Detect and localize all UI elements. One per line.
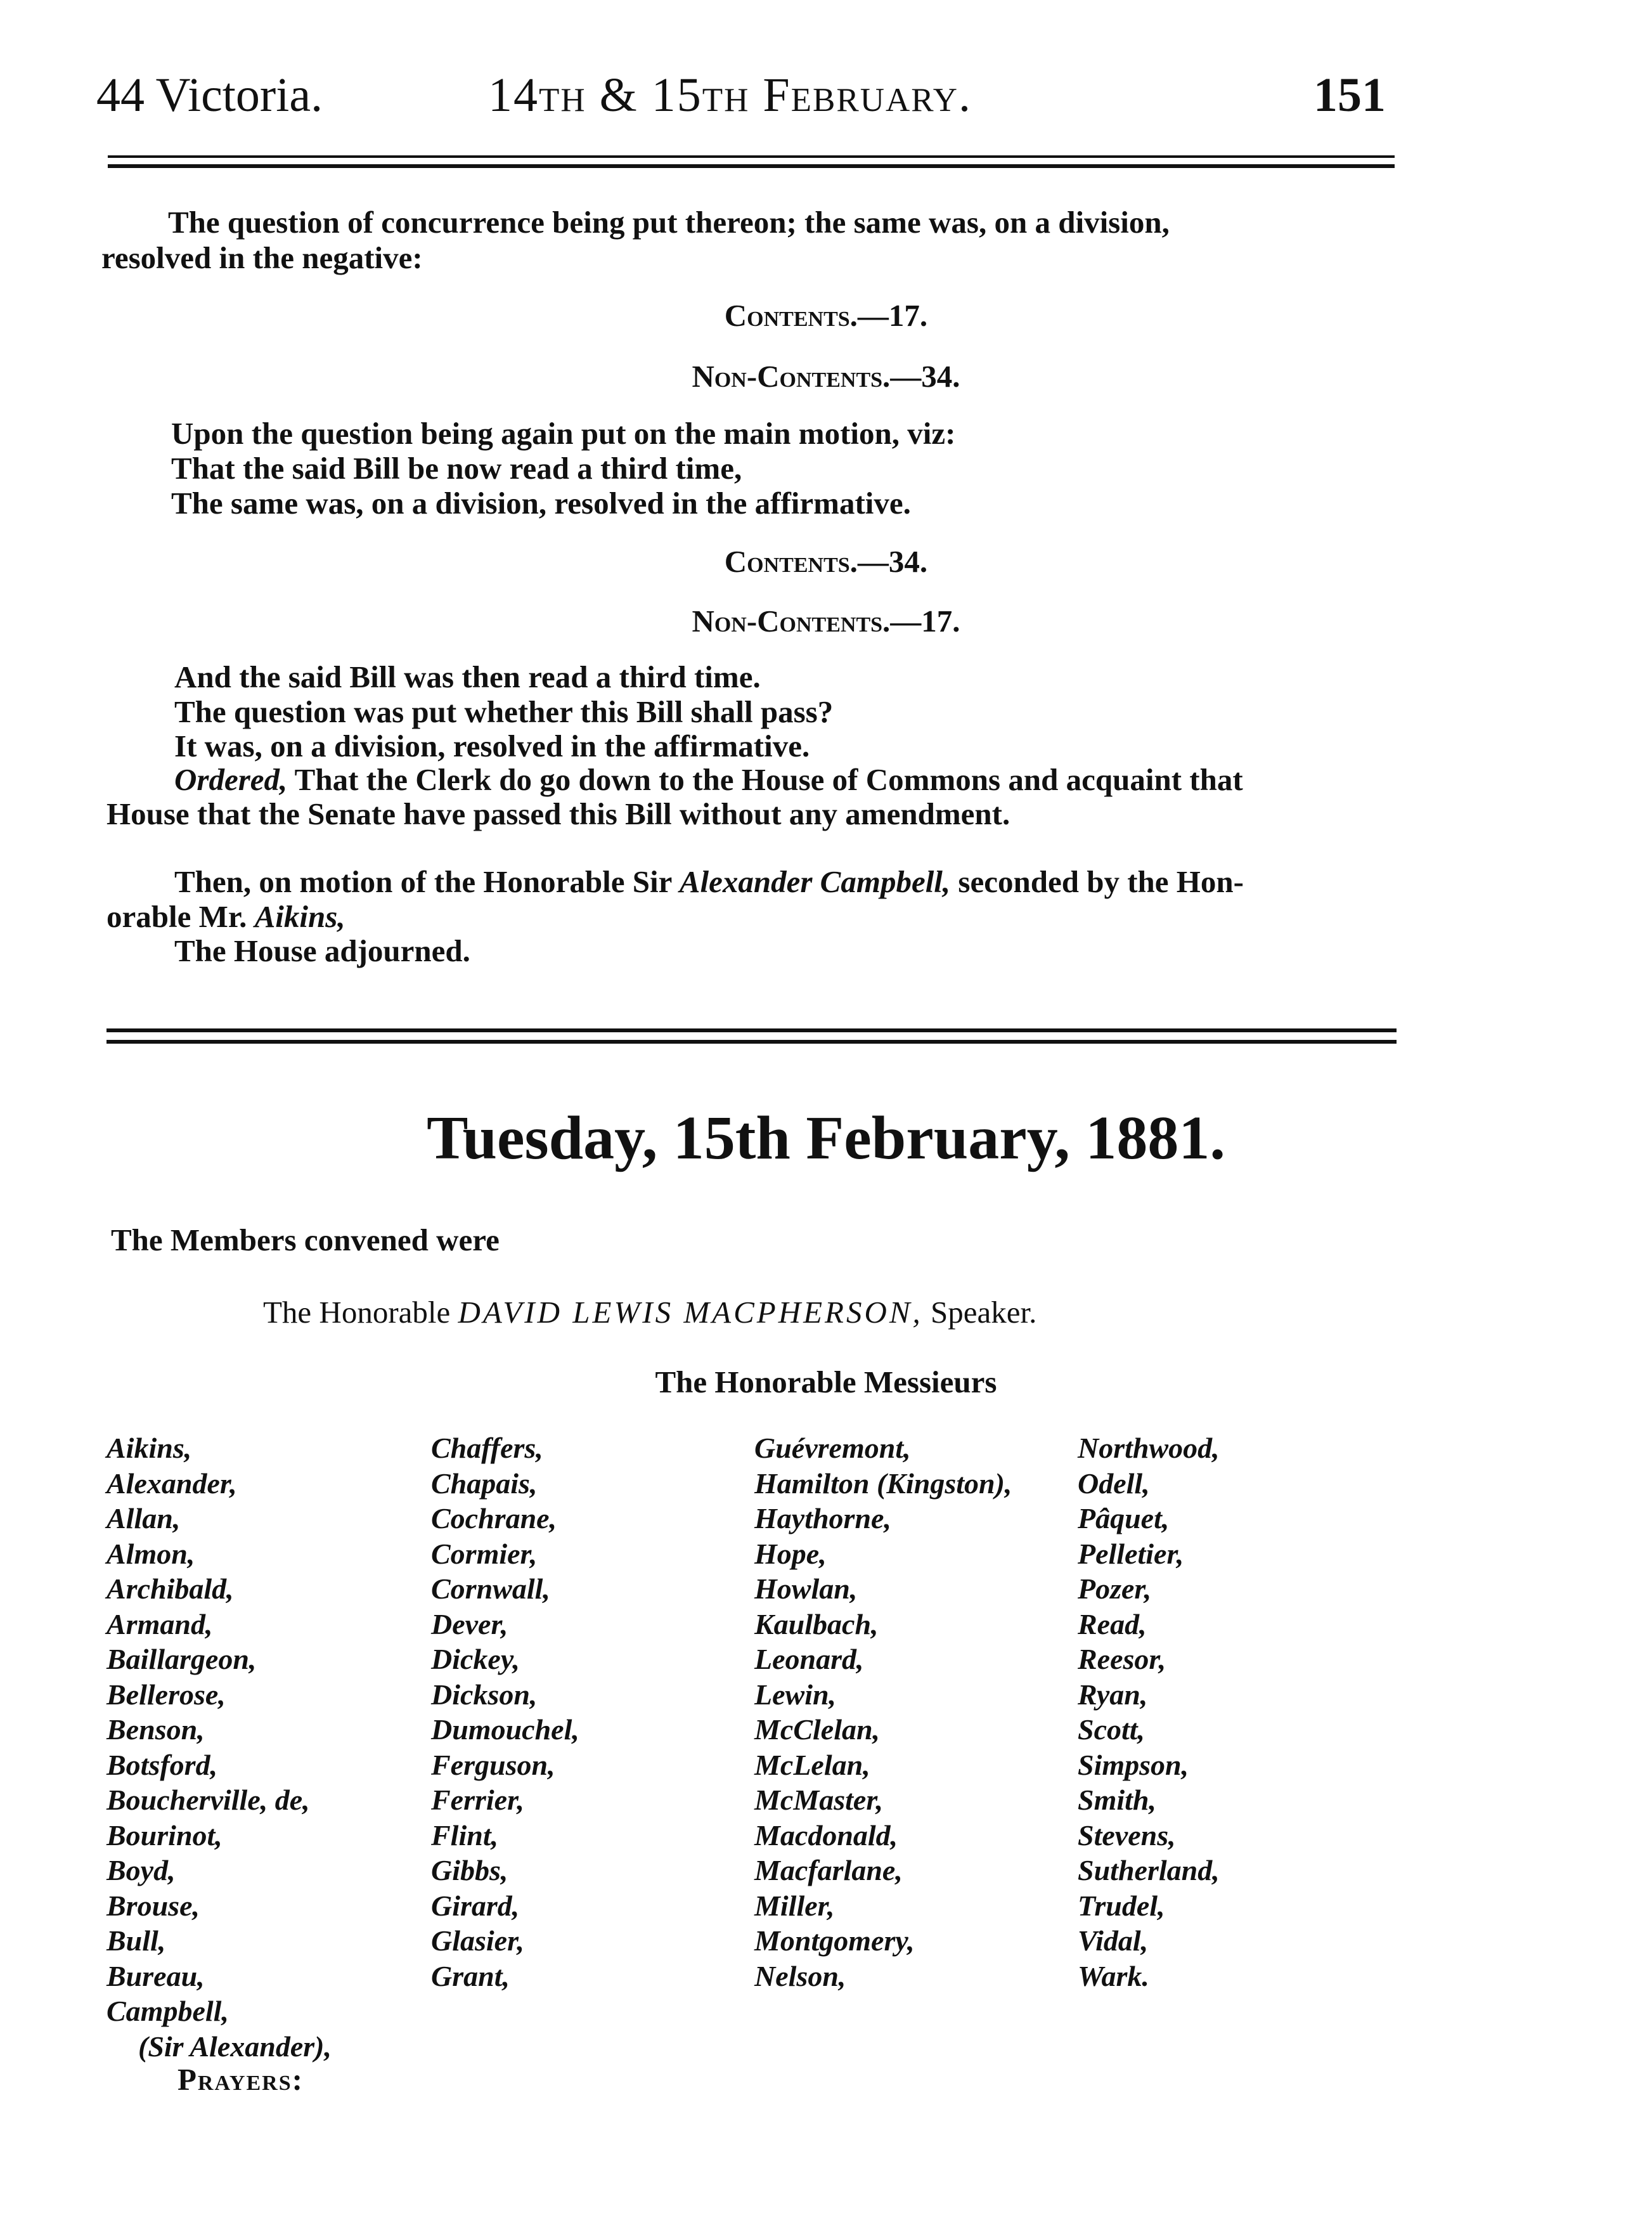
member-name: Macfarlane, xyxy=(754,1854,903,1886)
member-name: Chaffers, xyxy=(431,1432,543,1464)
paragraph-line: House that the Senate have passed this Bill without any amendment. xyxy=(106,796,1010,831)
running-head-date xyxy=(488,68,972,122)
member-name: Wark. xyxy=(1078,1959,1149,1992)
member-name: Trudel, xyxy=(1078,1889,1165,1922)
members-column-4 xyxy=(1078,1430,1220,1994)
member-name: Boucherville, de, xyxy=(106,1784,310,1816)
prayers-heading: Prayers: xyxy=(177,2062,304,2097)
member-name: Smith, xyxy=(1078,1784,1157,1816)
ordered-word: Ordered, xyxy=(174,762,288,797)
member-name: Flint, xyxy=(431,1819,499,1851)
member-name: Glasier, xyxy=(431,1924,524,1957)
sitting-title: Tuesday, 15th February, 1881. xyxy=(427,1104,1225,1172)
paragraph-line: The question of concurrence being put thereon; the same was, on a division, xyxy=(168,205,1170,240)
member-name: Pelletier, xyxy=(1078,1537,1184,1570)
ordered-text: That the Clerk do go down to the House of Commons and acquaint that xyxy=(287,762,1243,797)
member-name: Miller, xyxy=(754,1889,835,1922)
mover-name: Alexander Campbell, xyxy=(679,864,951,899)
division-non-contents: Non-Contents.—17. xyxy=(692,604,960,639)
member-name: Archibald, xyxy=(106,1572,234,1605)
speaker-name: DAVID LEWIS MACPHERSON, xyxy=(458,1295,923,1330)
members-column-1 xyxy=(106,1430,332,2064)
seconder-name: Aikins, xyxy=(254,899,345,934)
running-head-left: 44 Victoria. xyxy=(96,68,323,122)
member-name: Pâquet, xyxy=(1078,1502,1170,1534)
section-double-rule xyxy=(106,1028,1397,1044)
member-name: Macdonald, xyxy=(754,1819,898,1851)
member-name: Alexander, xyxy=(106,1467,237,1500)
member-name: Simpson, xyxy=(1078,1748,1189,1781)
member-name: Campbell, xyxy=(106,1995,229,2027)
convened-line: The Members convened were xyxy=(111,1222,500,1257)
member-name: Dickson, xyxy=(431,1678,538,1711)
member-name: Stevens, xyxy=(1078,1819,1176,1851)
member-name: Cornwall, xyxy=(431,1572,550,1605)
paragraph-line: The same was, on a division, resolved in the affirmative. xyxy=(171,486,911,521)
member-name: Lewin, xyxy=(754,1678,837,1711)
member-name: Chapais, xyxy=(431,1467,538,1500)
member-name: McLelan, xyxy=(754,1748,870,1781)
paragraph-line: The House adjourned. xyxy=(174,933,470,968)
member-name: Botsford, xyxy=(106,1748,218,1781)
adjourn-line xyxy=(174,864,1244,900)
member-name: Almon, xyxy=(106,1537,195,1570)
member-name: Read, xyxy=(1078,1607,1147,1640)
division-contents: Contents.—34. xyxy=(724,544,928,579)
member-name: Dever, xyxy=(431,1607,508,1640)
member-name: Leonard, xyxy=(754,1643,864,1675)
member-name: Ferrier, xyxy=(431,1784,524,1816)
adjourn-line xyxy=(106,899,345,935)
header-double-rule xyxy=(108,155,1395,168)
member-name: Reesor, xyxy=(1078,1643,1166,1675)
ordered-line xyxy=(174,762,1243,798)
member-name: Cormier, xyxy=(431,1537,538,1570)
paragraph-line: It was, on a division, resolved in the affirmative. xyxy=(174,729,810,763)
member-name: Aikins, xyxy=(106,1432,192,1464)
member-name: Montgomery, xyxy=(754,1924,915,1957)
paragraph-line: And the said Bill was then read a third time. xyxy=(174,659,761,694)
member-name: Ferguson, xyxy=(431,1748,555,1781)
member-name: Vidal, xyxy=(1078,1924,1149,1957)
member-name: Odell, xyxy=(1078,1467,1150,1500)
division-non-contents: Non-Contents.—34. xyxy=(692,359,960,394)
member-name: Hamilton (Kingston), xyxy=(754,1467,1012,1500)
speaker-prefix: The Honorable xyxy=(263,1295,458,1330)
division-contents: Contents.—17. xyxy=(724,298,928,333)
member-name: Northwood, xyxy=(1078,1432,1220,1464)
adjourn-text: Then, on motion of the Honorable Sir xyxy=(174,864,680,899)
member-name: Bull, xyxy=(106,1924,166,1957)
paragraph-line: Upon the question being again put on the main motion, viz: xyxy=(171,416,956,451)
member-name: McMaster, xyxy=(754,1784,884,1816)
member-name: Brouse, xyxy=(106,1889,200,1922)
running-head-date-text: 14th & 15th February. xyxy=(488,68,972,122)
speaker-suffix: Speaker. xyxy=(922,1295,1037,1330)
member-name: Ryan, xyxy=(1078,1678,1148,1711)
paragraph-line: resolved in the negative: xyxy=(101,240,423,275)
member-name: Hope, xyxy=(754,1537,827,1570)
page-number: 151 xyxy=(1313,68,1386,122)
member-name: Haythorne, xyxy=(754,1502,891,1534)
member-name: McClelan, xyxy=(754,1713,881,1746)
member-name: (Sir Alexander), xyxy=(138,2030,332,2063)
member-name: Grant, xyxy=(431,1959,510,1992)
members-column-2 xyxy=(431,1430,579,1994)
member-name: Benson, xyxy=(106,1713,205,1746)
member-name: Bellerose, xyxy=(106,1678,226,1711)
member-name: Baillargeon, xyxy=(106,1643,257,1675)
adjourn-text: seconded by the Hon- xyxy=(950,864,1244,899)
speaker-line xyxy=(263,1295,1036,1330)
member-name: Kaulbach, xyxy=(754,1607,879,1640)
member-name: Allan, xyxy=(106,1502,181,1534)
member-name: Pozer, xyxy=(1078,1572,1152,1605)
member-name: Bureau, xyxy=(106,1959,205,1992)
member-name: Boyd, xyxy=(106,1854,176,1886)
members-column-3 xyxy=(754,1430,1012,1994)
member-name: Sutherland, xyxy=(1078,1854,1220,1886)
member-name: Nelson, xyxy=(754,1959,846,1992)
paragraph-line: That the said Bill be now read a third time, xyxy=(171,451,742,486)
member-name: Dickey, xyxy=(431,1643,520,1675)
member-name: Gibbs, xyxy=(431,1854,508,1886)
member-name: Girard, xyxy=(431,1889,520,1922)
paragraph-line: The question was put whether this Bill shall pass? xyxy=(174,694,834,729)
member-name: Cochrane, xyxy=(431,1502,557,1534)
messieurs-heading: The Honorable Messieurs xyxy=(655,1365,997,1399)
member-name: Bourinot, xyxy=(106,1819,223,1851)
member-name: Guévremont, xyxy=(754,1432,911,1464)
member-name: Armand, xyxy=(106,1607,213,1640)
member-name: Scott, xyxy=(1078,1713,1145,1746)
member-name: Dumouchel, xyxy=(431,1713,579,1746)
member-name: Howlan, xyxy=(754,1572,858,1605)
adjourn-text: orable Mr. xyxy=(106,899,255,934)
